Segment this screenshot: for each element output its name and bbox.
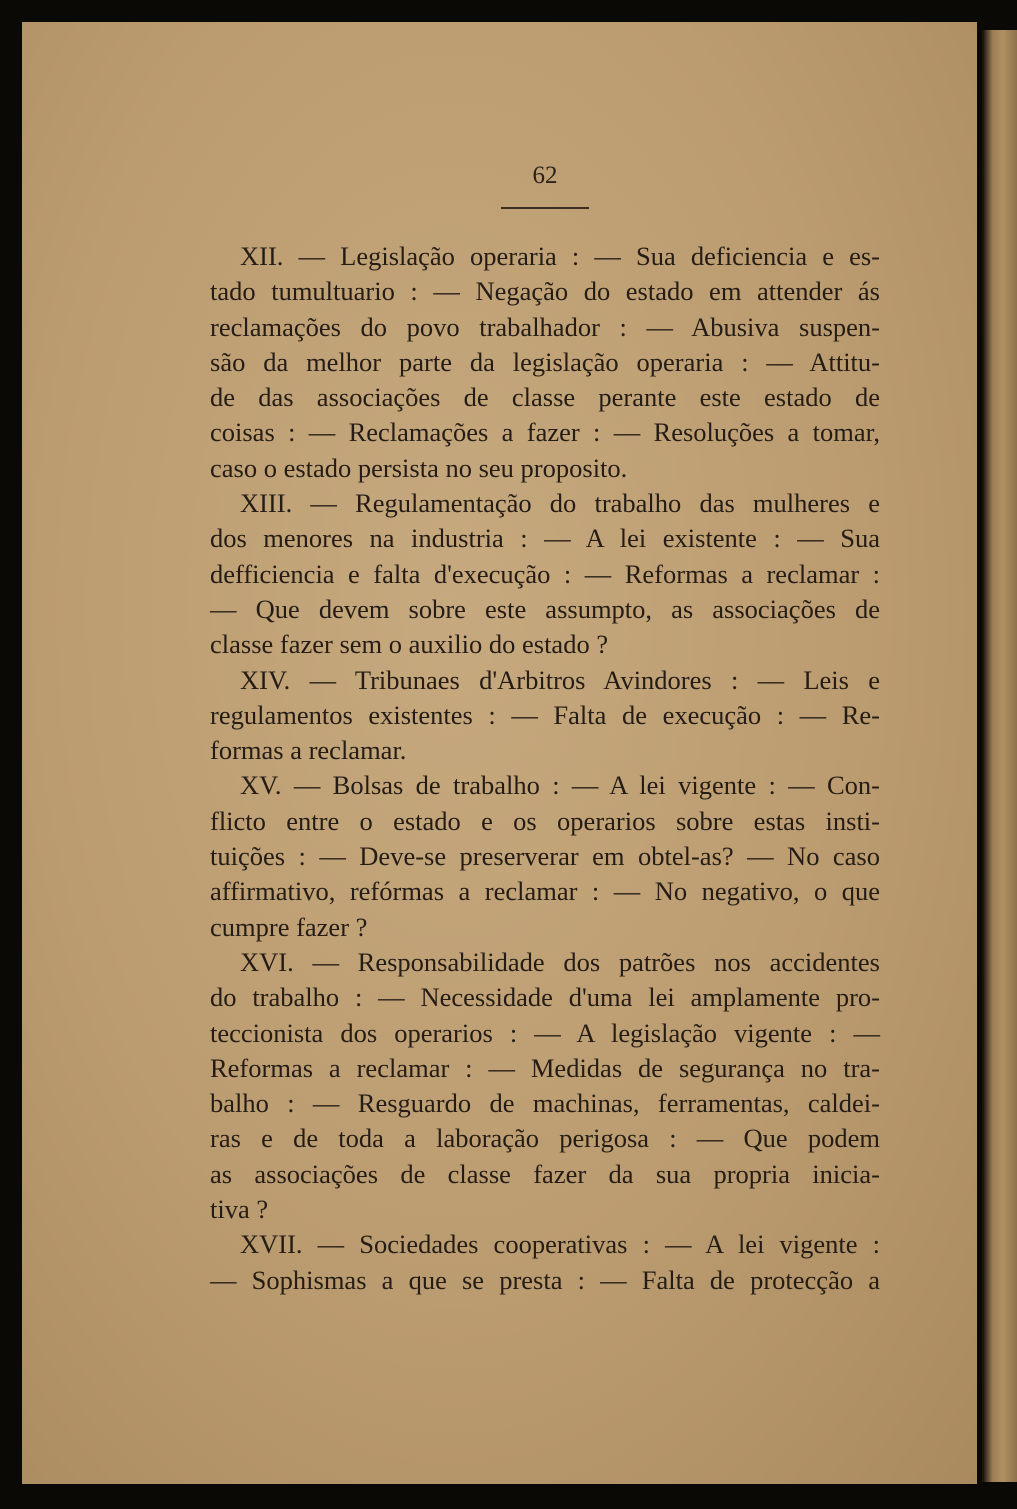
- text-line: dos menores na industria : — A lei existente : — Sua: [210, 523, 880, 554]
- text-line: XIV. — Tribunaes d'Arbitros Avindores : — Leis e: [240, 664, 880, 695]
- page-number: 62: [532, 162, 558, 189]
- text-line: regulamentos existentes : — Falta de execução : — Re-: [210, 699, 880, 730]
- text-line: Reformas a reclamar : — Medidas de segurança no tra-: [210, 1052, 880, 1083]
- text-line: XV. — Bolsas de trabalho : — A lei vigente : — Con-: [240, 770, 880, 801]
- header-rule: [501, 207, 589, 209]
- text-line: coisas : — Reclamações a fazer : — Resoluções a tomar,: [210, 417, 880, 448]
- text-line: XII. — Legislação operaria : — Sua deficiencia e es-: [240, 241, 880, 271]
- text-line: formas a reclamar.: [210, 735, 407, 766]
- text-line: as associações de classe fazer da sua propria inicia-: [210, 1158, 880, 1189]
- body-text: [210, 239, 880, 1298]
- text-line: caso o estado persista no seu proposito.: [210, 452, 628, 483]
- text-line: cumpre fazer ?: [210, 911, 368, 942]
- text-line: são da melhor parte da legislação operaria : — Attitu-: [210, 346, 880, 377]
- text-line: tado tumultuario : — Negação do estado em attender ás: [210, 276, 880, 307]
- text-line: de das associações de classe perante este estado de: [210, 382, 880, 413]
- text-line: XVII. — Sociedades cooperativas : — A lei vigente :: [240, 1229, 880, 1260]
- text-line: teccionista dos operarios : — A legislação vigente : —: [210, 1017, 880, 1048]
- text-line: flicto entre o estado e os operarios sobre estas insti-: [210, 805, 880, 836]
- text-line: tuições : — Deve-se preserverar em obtel-as? — No caso: [210, 841, 880, 872]
- text-line: affirmativo, refórmas a reclamar : — No negativo, o que: [210, 876, 880, 907]
- text-line: tiva ?: [210, 1194, 269, 1225]
- text-line: XIII. — Regulamentação do trabalho das mulheres e: [240, 488, 880, 519]
- text-line: balho : — Resguardo de machinas, ferramentas, caldei-: [210, 1088, 880, 1119]
- text-line: reclamações do povo trabalhador : — Abusiva suspen-: [210, 311, 880, 342]
- text-line: — Sophismas a que se presta : — Falta de protecção a: [210, 1264, 880, 1295]
- text-line: do trabalho : — Necessidade d'uma lei amplamente pro-: [210, 982, 880, 1013]
- text-line: defficiencia e falta d'execução : — Reformas a reclamar :: [210, 558, 880, 589]
- adjacent-page-edge: [982, 30, 1017, 1482]
- text-line: classe fazer sem o auxilio do estado ?: [210, 629, 609, 660]
- text-line: ras e de toda a laboração perigosa : — Que podem: [210, 1123, 880, 1154]
- text-line: XVI. — Responsabilidade dos patrões nos accidentes: [240, 946, 880, 977]
- text-line: — Que devem sobre este assumpto, as associações de: [210, 593, 880, 624]
